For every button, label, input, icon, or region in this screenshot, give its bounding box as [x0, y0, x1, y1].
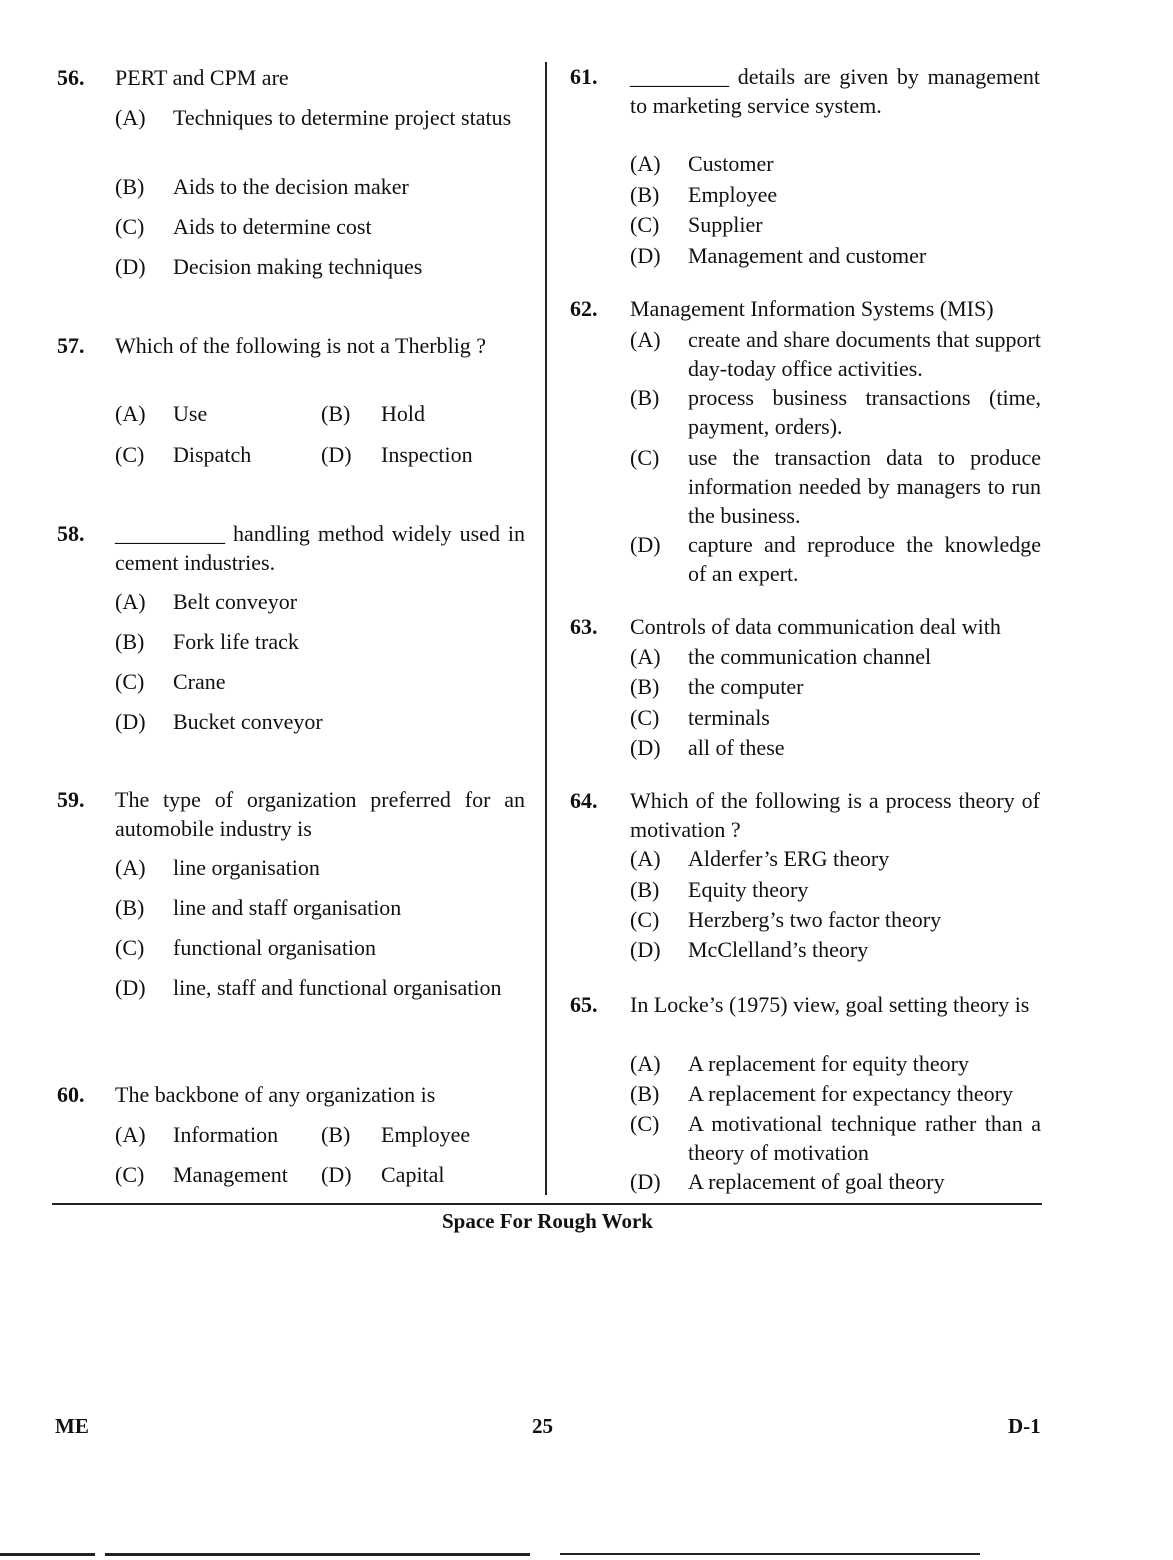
option-label: (C)	[115, 442, 145, 467]
option-text: line organisation	[173, 855, 320, 880]
option-text: A replacement for expectancy theory	[688, 1081, 1013, 1106]
option-text: A motivational technique rather than a theory of motivation	[688, 1111, 1041, 1165]
option-label: (D)	[630, 735, 661, 760]
option-text: line, staff and functional organisation	[173, 975, 502, 1000]
option-label: (A)	[115, 401, 146, 426]
question-stem: The backbone of any organization is	[115, 1082, 436, 1107]
option-text: functional organisation	[173, 935, 377, 960]
option-label: (D)	[321, 1162, 352, 1187]
question-stem: Controls of data communication deal with	[630, 614, 1001, 639]
option-label: (B)	[321, 1122, 351, 1147]
option-label: (C)	[630, 907, 660, 932]
option-label: (B)	[115, 895, 145, 920]
bottom-rule	[0, 1553, 95, 1556]
option-text: A replacement for equity theory	[688, 1051, 970, 1076]
option-label: (D)	[115, 709, 146, 734]
question-number: 64.	[570, 788, 598, 813]
question-stem: The type of organization preferred for an automobile industry is	[115, 787, 525, 841]
option-text: Customer	[688, 151, 774, 176]
option-text: Information	[173, 1122, 279, 1147]
option-text: process business transactions (time, payment, orders).	[688, 385, 1041, 439]
option-label: (B)	[115, 174, 145, 199]
question-number: 58.	[57, 521, 85, 546]
option-text: Use	[173, 401, 208, 426]
option-label: (A)	[115, 1122, 146, 1147]
question-stem: Management Information Systems (MIS)	[630, 296, 994, 321]
option-text: Employee	[688, 182, 778, 207]
option-label: (C)	[115, 935, 145, 960]
option-text: Techniques to determine project status	[173, 105, 512, 130]
option-label: (D)	[321, 442, 352, 467]
column-divider	[545, 62, 547, 1195]
option-label: (A)	[630, 151, 661, 176]
option-text: line and staff organisation	[173, 895, 402, 920]
option-text: Fork life track	[173, 629, 299, 654]
option-text: Dispatch	[173, 442, 252, 467]
option-text: all of these	[688, 735, 785, 760]
question-stem: In Locke’s (1975) view, goal setting theory is	[630, 992, 1030, 1017]
option-label: (A)	[630, 327, 661, 352]
option-text: Aids to determine cost	[173, 214, 372, 239]
option-label: (C)	[630, 212, 660, 237]
option-text: capture and reproduce the knowledge of an expert.	[688, 532, 1041, 586]
option-label: (A)	[115, 589, 146, 614]
question-stem: _________ details are given by management to marketing service system.	[630, 64, 1040, 118]
option-label: (B)	[630, 182, 660, 207]
option-label: (B)	[630, 674, 660, 699]
option-label: (D)	[115, 975, 146, 1000]
option-text: Management and customer	[688, 243, 927, 268]
option-label: (C)	[115, 1162, 145, 1187]
option-text: Bucket conveyor	[173, 709, 323, 734]
option-label: (D)	[630, 243, 661, 268]
option-label: (A)	[115, 855, 146, 880]
horizontal-rule	[52, 1203, 1042, 1205]
option-label: (C)	[630, 1111, 660, 1136]
question-number: 63.	[570, 614, 598, 639]
option-text: Inspection	[381, 442, 473, 467]
option-text: Employee	[381, 1122, 471, 1147]
option-text: Belt conveyor	[173, 589, 298, 614]
option-label: (A)	[630, 644, 661, 669]
option-label: (C)	[115, 214, 145, 239]
option-text: the communication channel	[688, 644, 932, 669]
option-text: Alderfer’s ERG theory	[688, 846, 890, 871]
option-label: (A)	[630, 1051, 661, 1076]
footer-series-code: D-1	[1008, 1414, 1041, 1438]
option-text: Crane	[173, 669, 226, 694]
option-label: (A)	[630, 846, 661, 871]
option-text: create and share documents that support day-today office activities.	[688, 327, 1041, 381]
option-text: Management	[173, 1162, 288, 1187]
option-text: use the transaction data to produce information needed by managers to run the business.	[688, 445, 1041, 528]
footer-page-number: 25	[532, 1414, 553, 1438]
option-text: Decision making techniques	[173, 254, 423, 279]
option-label: (B)	[115, 629, 145, 654]
option-label: (C)	[630, 705, 660, 730]
question-stem: Which of the following is a process theory of motivation ?	[630, 788, 1040, 842]
question-stem: Which of the following is not a Therblig ?	[115, 333, 487, 358]
bottom-rule	[105, 1553, 530, 1556]
question-number: 65.	[570, 992, 598, 1017]
bottom-rule	[560, 1553, 980, 1555]
question-number: 62.	[570, 296, 598, 321]
question-number: 56.	[57, 65, 85, 90]
footer-subject-code: ME	[55, 1414, 89, 1438]
option-text: McClelland’s theory	[688, 937, 869, 962]
option-text: Hold	[381, 401, 425, 426]
option-text: Aids to the decision maker	[173, 174, 409, 199]
question-stem: __________ handling method widely used in cement industries.	[115, 521, 525, 575]
option-label: (C)	[115, 669, 145, 694]
question-number: 57.	[57, 333, 85, 358]
option-text: the computer	[688, 674, 804, 699]
option-label: (D)	[630, 937, 661, 962]
option-text: A replacement of goal theory	[688, 1169, 945, 1194]
option-label: (B)	[630, 385, 660, 410]
option-label: (B)	[321, 401, 351, 426]
option-text: Equity theory	[688, 877, 809, 902]
option-label: (D)	[630, 1169, 661, 1194]
option-label: (B)	[630, 877, 660, 902]
option-text: Herzberg’s two factor theory	[688, 907, 942, 932]
option-label: (C)	[630, 445, 660, 470]
option-label: (B)	[630, 1081, 660, 1106]
option-text: Supplier	[688, 212, 763, 237]
option-text: Capital	[381, 1162, 445, 1187]
question-number: 61.	[570, 64, 598, 89]
rough-work-label: Space For Rough Work	[441, 1209, 653, 1233]
option-text: terminals	[688, 705, 770, 730]
question-number: 60.	[57, 1082, 85, 1107]
option-label: (D)	[630, 532, 661, 557]
question-number: 59.	[57, 787, 85, 812]
option-label: (A)	[115, 105, 146, 130]
option-label: (D)	[115, 254, 146, 279]
question-stem: PERT and CPM are	[115, 65, 289, 90]
